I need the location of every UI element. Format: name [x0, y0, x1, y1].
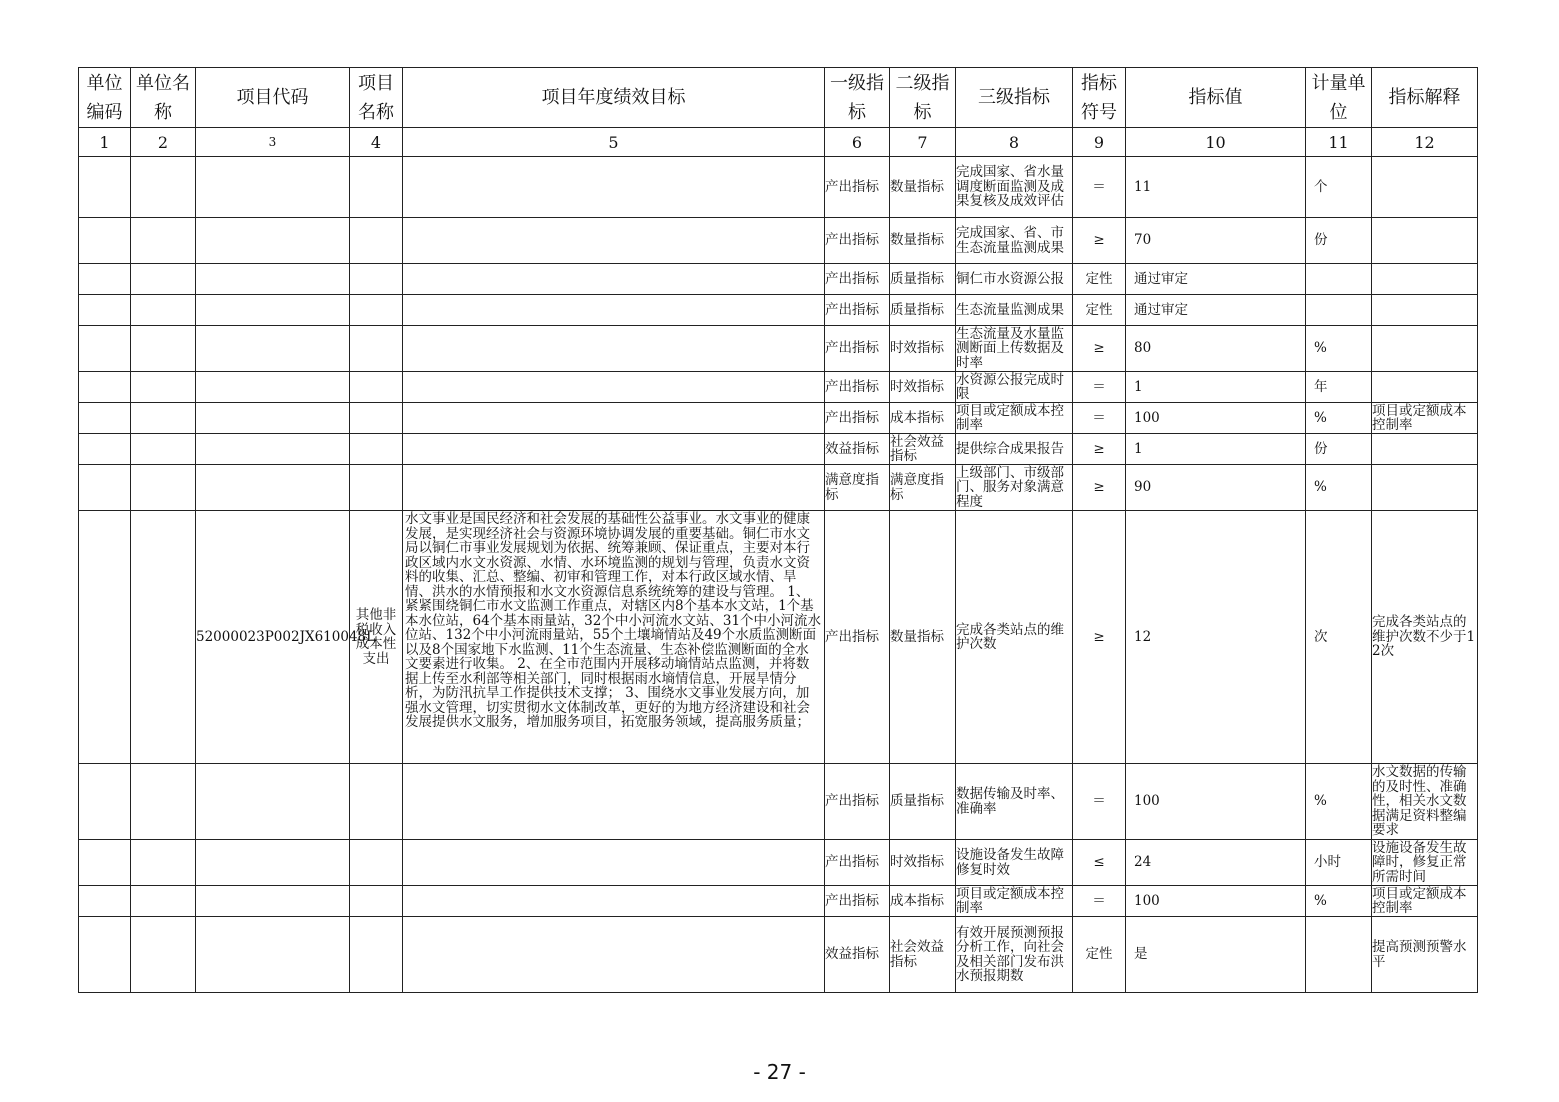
indicator-note-cell: 提高预测预警水平: [1372, 917, 1478, 993]
column-number: 6: [825, 128, 890, 157]
indicator-symbol-cell: ＝: [1073, 372, 1126, 403]
indicator-value-cell: 80: [1126, 326, 1306, 372]
project-code-cell: [196, 764, 350, 840]
unit-name-cell: [131, 465, 196, 511]
column-number: 2: [131, 128, 196, 157]
project-code-cell: 52000023P002JX610048L: [196, 511, 350, 764]
unit-name-cell: [131, 157, 196, 218]
header-cell: 一级指标: [825, 68, 890, 128]
level2-indicator-cell: 时效指标: [890, 372, 956, 403]
unit-cell: 份: [1306, 218, 1372, 264]
indicator-symbol-cell: 定性: [1073, 295, 1126, 326]
project-code-cell: [196, 403, 350, 434]
column-number: 7: [890, 128, 956, 157]
level3-indicator-cell: 完成各类站点的维护次数: [956, 511, 1073, 764]
indicator-value-cell: 100: [1126, 764, 1306, 840]
unit-cell: 个: [1306, 157, 1372, 218]
project-name-cell: [350, 326, 403, 372]
indicator-symbol-cell: 定性: [1073, 917, 1126, 993]
level3-indicator-cell: 提供综合成果报告: [956, 434, 1073, 465]
project-goal-cell: [403, 434, 825, 465]
project-code-cell: [196, 434, 350, 465]
header-cell: 项目代码: [196, 68, 350, 128]
project-code-cell: [196, 465, 350, 511]
level3-indicator-cell: 上级部门、市级部门、服务对象满意程度: [956, 465, 1073, 511]
indicator-note-cell: [1372, 218, 1478, 264]
level2-indicator-cell: 质量指标: [890, 764, 956, 840]
unit-code-cell: [79, 326, 131, 372]
unit-cell: %: [1306, 465, 1372, 511]
project-goal-cell: [403, 295, 825, 326]
unit-cell: 小时: [1306, 840, 1372, 886]
project-goal-cell: [403, 326, 825, 372]
unit-name-cell: [131, 917, 196, 993]
project-code-cell: [196, 218, 350, 264]
indicator-note-cell: 项目或定额成本控制率: [1372, 886, 1478, 917]
indicator-symbol-cell: ≥: [1073, 465, 1126, 511]
level2-indicator-cell: 数量指标: [890, 157, 956, 218]
table-row: [79, 157, 1478, 218]
level2-indicator-cell: 社会效益指标: [890, 917, 956, 993]
unit-cell: %: [1306, 886, 1372, 917]
column-number: 3: [196, 128, 350, 157]
project-name-cell: [350, 372, 403, 403]
project-name-cell: 其他非税收入成本性支出: [350, 511, 403, 764]
level1-indicator-cell: 效益指标: [825, 434, 890, 465]
unit-cell: 份: [1306, 434, 1372, 465]
indicator-value-cell: 11: [1126, 157, 1306, 218]
header-cell: 计量单位: [1306, 68, 1372, 128]
unit-name-cell: [131, 886, 196, 917]
indicator-value-cell: 100: [1126, 403, 1306, 434]
header-cell: 二级指标: [890, 68, 956, 128]
level1-indicator-cell: 产出指标: [825, 840, 890, 886]
unit-code-cell: [79, 295, 131, 326]
project-goal-cell: [403, 764, 825, 840]
unit-cell: 次: [1306, 511, 1372, 764]
level2-indicator-cell: 时效指标: [890, 326, 956, 372]
unit-name-cell: [131, 264, 196, 295]
level1-indicator-cell: 产出指标: [825, 403, 890, 434]
table-body: [79, 157, 1478, 993]
indicator-note-cell: [1372, 264, 1478, 295]
table-row: [79, 886, 1478, 917]
project-code-cell: [196, 326, 350, 372]
unit-cell: %: [1306, 326, 1372, 372]
unit-code-cell: [79, 403, 131, 434]
unit-cell: %: [1306, 764, 1372, 840]
indicator-note-cell: [1372, 295, 1478, 326]
table-row: [79, 465, 1478, 511]
level3-indicator-cell: 水资源公报完成时限: [956, 372, 1073, 403]
header-cell: 单位编码: [79, 68, 131, 128]
level1-indicator-cell: 产出指标: [825, 157, 890, 218]
indicator-symbol-cell: ≤: [1073, 840, 1126, 886]
project-name-cell: [350, 264, 403, 295]
indicator-note-cell: [1372, 372, 1478, 403]
indicator-symbol-cell: ≥: [1073, 511, 1126, 764]
project-goal-cell: 水文事业是国民经济和社会发展的基础性公益事业。水文事业的健康发展，是实现经济社会与资源环境协调发展的重要基础。铜仁市水文局以铜仁市事业发展规划为依据、统筹兼顾、保证重点，主要对本行政区域内水文水资源、水情、水环境监测的规划与管理，负责水文资料的收集、汇总、整编、初审和管理工作，对本行政区域水情、旱情、洪水的水情预报和水文水资源信息系统统筹的建设与管理。 1、紧紧围绕铜仁市水文监测工作重点，对辖区内8个基本水文站，1个基本水位站，64个基本雨量站，32个中小河流水文站、31个中小河流水位站、132个中小河流雨量站，55个土壤墒情站及49个水质监测断面以及8个国家地下水监测、11个生态流量、生态补偿监测断面的全水文要素进行收集。 2、在全市范围内开展移动墒情站点监测，并将数据上传至水利部等相关部门，同时根据雨水墒情信息，开展旱情分析，为防汛抗旱工作提供技术支撑； 3、围绕水文事业发展方向，加强水文管理，切实贯彻水文体制改革，更好的为地方经济建设和社会发展提供水文服务，增加服务项目，拓宽服务领域，提高服务质量；: [403, 511, 825, 764]
unit-cell: [1306, 264, 1372, 295]
project-goal-cell: [403, 840, 825, 886]
level3-indicator-cell: 生态流量监测成果: [956, 295, 1073, 326]
project-name-cell: [350, 764, 403, 840]
level2-indicator-cell: 社会效益指标: [890, 434, 956, 465]
table-row: [79, 764, 1478, 840]
project-name-cell: [350, 840, 403, 886]
indicator-value-cell: 1: [1126, 434, 1306, 465]
unit-name-cell: [131, 372, 196, 403]
unit-name-cell: [131, 403, 196, 434]
unit-name-cell: [131, 326, 196, 372]
column-number: 9: [1073, 128, 1126, 157]
performance-table: [78, 67, 1478, 993]
level2-indicator-cell: 时效指标: [890, 840, 956, 886]
project-code-cell: [196, 372, 350, 403]
indicator-note-cell: [1372, 434, 1478, 465]
column-number: 1: [79, 128, 131, 157]
column-number: 5: [403, 128, 825, 157]
header-cell: 单位名称: [131, 68, 196, 128]
indicator-symbol-cell: ＝: [1073, 157, 1126, 218]
indicator-note-cell: [1372, 326, 1478, 372]
level1-indicator-cell: 效益指标: [825, 917, 890, 993]
level2-indicator-cell: 成本指标: [890, 403, 956, 434]
unit-name-cell: [131, 434, 196, 465]
unit-code-cell: [79, 917, 131, 993]
header-cell: 项目名称: [350, 68, 403, 128]
indicator-note-cell: 项目或定额成本控制率: [1372, 403, 1478, 434]
level3-indicator-cell: 有效开展预测预报分析工作，向社会及相关部门发布洪水预报期数: [956, 917, 1073, 993]
level1-indicator-cell: 产出指标: [825, 264, 890, 295]
project-name-cell: [350, 157, 403, 218]
indicator-note-cell: 水文数据的传输的及时性、准确性，相关水文数据满足资料整编要求: [1372, 764, 1478, 840]
level2-indicator-cell: 成本指标: [890, 886, 956, 917]
header-cell: 三级指标: [956, 68, 1073, 128]
project-goal-cell: [403, 886, 825, 917]
project-goal-cell: [403, 403, 825, 434]
unit-cell: [1306, 295, 1372, 326]
unit-code-cell: [79, 511, 131, 764]
indicator-value-cell: 12: [1126, 511, 1306, 764]
level3-indicator-cell: 项目或定额成本控制率: [956, 403, 1073, 434]
indicator-value-cell: 24: [1126, 840, 1306, 886]
project-goal-cell: [403, 465, 825, 511]
project-code-cell: [196, 840, 350, 886]
level3-indicator-cell: 设施设备发生故障修复时效: [956, 840, 1073, 886]
project-code-cell: [196, 917, 350, 993]
indicator-value-cell: 通过审定: [1126, 264, 1306, 295]
indicator-value-cell: 1: [1126, 372, 1306, 403]
unit-name-cell: [131, 511, 196, 764]
project-code-cell: [196, 264, 350, 295]
level1-indicator-cell: 产出指标: [825, 372, 890, 403]
unit-code-cell: [79, 264, 131, 295]
project-goal-cell: [403, 917, 825, 993]
header-cell: 指标符号: [1073, 68, 1126, 128]
project-goal-cell: [403, 264, 825, 295]
project-code-cell: [196, 886, 350, 917]
indicator-value-cell: 70: [1126, 218, 1306, 264]
indicator-symbol-cell: ≥: [1073, 434, 1126, 465]
table-row: [79, 295, 1478, 326]
project-goal-cell: [403, 157, 825, 218]
table-row: [79, 917, 1478, 993]
table-row: [79, 264, 1478, 295]
table-row: [79, 511, 1478, 764]
header-row: [79, 68, 1478, 128]
indicator-symbol-cell: ＝: [1073, 764, 1126, 840]
header-cell: 项目年度绩效目标: [403, 68, 825, 128]
table-row: [79, 403, 1478, 434]
project-name-cell: [350, 434, 403, 465]
unit-cell: %: [1306, 403, 1372, 434]
level2-indicator-cell: 数量指标: [890, 511, 956, 764]
table-row: [79, 434, 1478, 465]
project-name-cell: [350, 295, 403, 326]
unit-code-cell: [79, 434, 131, 465]
indicator-value-cell: 90: [1126, 465, 1306, 511]
indicator-note-cell: 设施设备发生故障时，修复正常所需时间: [1372, 840, 1478, 886]
level2-indicator-cell: 数量指标: [890, 218, 956, 264]
column-number: 12: [1372, 128, 1478, 157]
table-row: [79, 218, 1478, 264]
project-name-cell: [350, 403, 403, 434]
indicator-symbol-cell: 定性: [1073, 264, 1126, 295]
project-name-cell: [350, 465, 403, 511]
unit-code-cell: [79, 157, 131, 218]
unit-cell: 年: [1306, 372, 1372, 403]
level1-indicator-cell: 产出指标: [825, 326, 890, 372]
column-number: 8: [956, 128, 1073, 157]
column-number: 11: [1306, 128, 1372, 157]
column-number: 4: [350, 128, 403, 157]
indicator-value-cell: 是: [1126, 917, 1306, 993]
column-number: 10: [1126, 128, 1306, 157]
indicator-symbol-cell: ≥: [1073, 326, 1126, 372]
unit-code-cell: [79, 372, 131, 403]
level3-indicator-cell: 数据传输及时率、准确率: [956, 764, 1073, 840]
level3-indicator-cell: 完成国家、省、市生态流量监测成果: [956, 218, 1073, 264]
indicator-note-cell: [1372, 465, 1478, 511]
unit-name-cell: [131, 840, 196, 886]
project-code-cell: [196, 295, 350, 326]
project-name-cell: [350, 917, 403, 993]
indicator-note-cell: [1372, 157, 1478, 218]
unit-code-cell: [79, 886, 131, 917]
unit-code-cell: [79, 465, 131, 511]
header-cell: 指标解释: [1372, 68, 1478, 128]
column-number-row: [79, 128, 1478, 157]
indicator-symbol-cell: ＝: [1073, 403, 1126, 434]
project-name-cell: [350, 218, 403, 264]
level1-indicator-cell: 产出指标: [825, 511, 890, 764]
level1-indicator-cell: 产出指标: [825, 218, 890, 264]
level2-indicator-cell: 满意度指标: [890, 465, 956, 511]
unit-code-cell: [79, 840, 131, 886]
level3-indicator-cell: 完成国家、省水量调度断面监测及成果复核及成效评估: [956, 157, 1073, 218]
indicator-note-cell: 完成各类站点的维护次数不少于12次: [1372, 511, 1478, 764]
header-cell: 指标值: [1126, 68, 1306, 128]
level1-indicator-cell: 产出指标: [825, 764, 890, 840]
indicator-value-cell: 100: [1126, 886, 1306, 917]
level1-indicator-cell: 满意度指标: [825, 465, 890, 511]
project-name-cell: [350, 886, 403, 917]
unit-cell: [1306, 917, 1372, 993]
page-number: - 27 -: [753, 1060, 806, 1084]
indicator-symbol-cell: ≥: [1073, 218, 1126, 264]
level3-indicator-cell: 项目或定额成本控制率: [956, 886, 1073, 917]
level1-indicator-cell: 产出指标: [825, 886, 890, 917]
table-row: [79, 326, 1478, 372]
project-goal-cell: [403, 372, 825, 403]
level3-indicator-cell: 生态流量及水量监测断面上传数据及时率: [956, 326, 1073, 372]
level2-indicator-cell: 质量指标: [890, 264, 956, 295]
project-goal-cell: [403, 218, 825, 264]
level3-indicator-cell: 铜仁市水资源公报: [956, 264, 1073, 295]
level2-indicator-cell: 质量指标: [890, 295, 956, 326]
unit-name-cell: [131, 295, 196, 326]
table-row: [79, 840, 1478, 886]
unit-name-cell: [131, 764, 196, 840]
unit-code-cell: [79, 218, 131, 264]
indicator-symbol-cell: ＝: [1073, 886, 1126, 917]
project-code-cell: [196, 157, 350, 218]
unit-name-cell: [131, 218, 196, 264]
unit-code-cell: [79, 764, 131, 840]
indicator-value-cell: 通过审定: [1126, 295, 1306, 326]
table-row: [79, 372, 1478, 403]
level1-indicator-cell: 产出指标: [825, 295, 890, 326]
